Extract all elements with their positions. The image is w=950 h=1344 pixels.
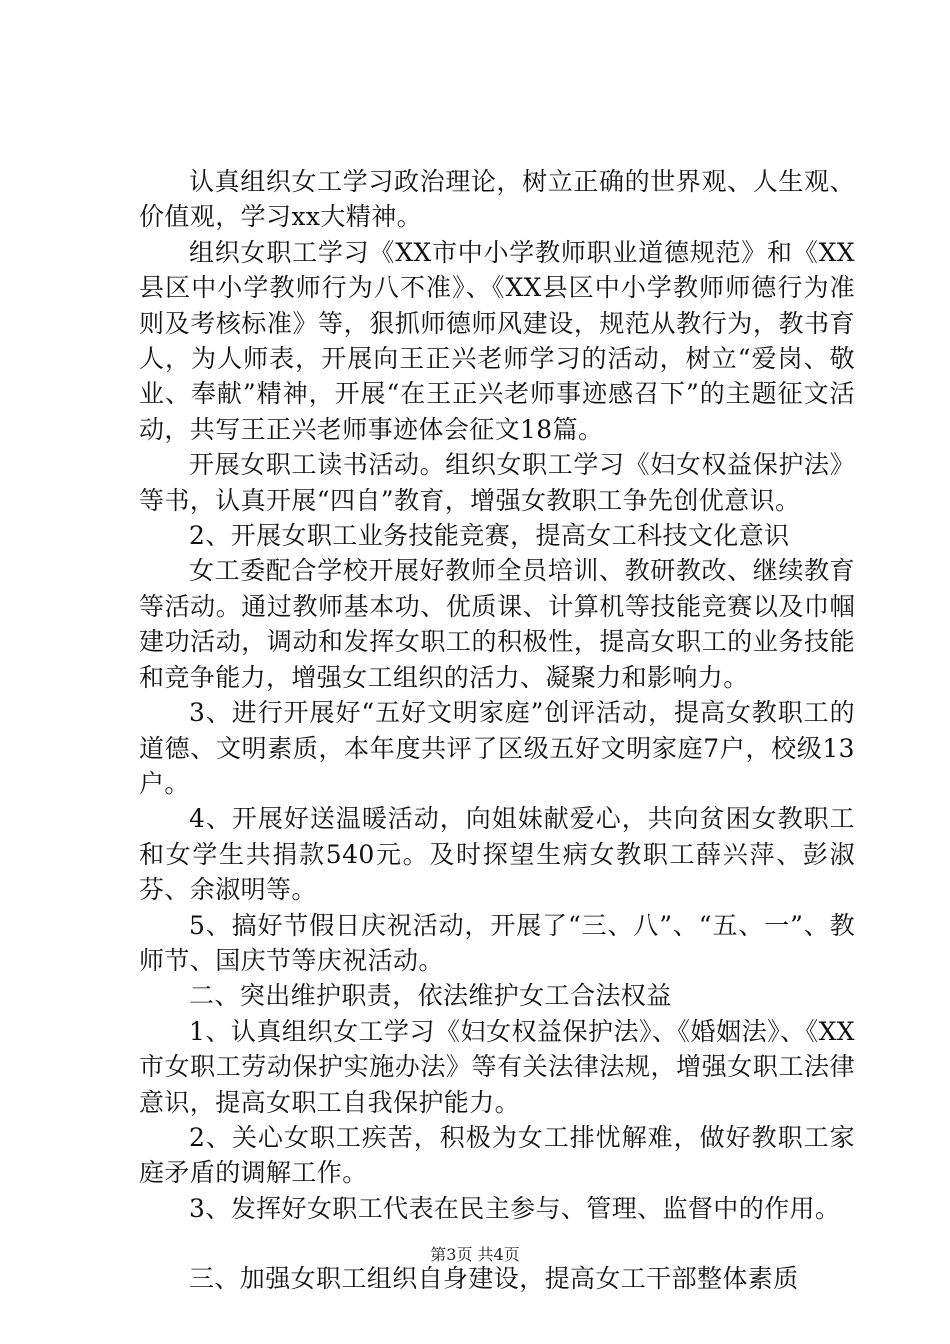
section-heading: 三、加强女职工组织自身建设，提高女工干部整体素质 (189, 1264, 799, 1294)
paragraph: 3、发挥好女职工代表在民主参与、管理、监督中的作用。 (189, 1193, 841, 1223)
paragraph: 3、进行开展好“五好文明家庭”创评活动，提高女教职工的道德、文明素质，本年度共评了区级五好文明家庭7户，校级13户。 (139, 698, 855, 798)
section-subheading: 2、开展女职工业务技能竞赛，提高女工科技文化意识 (189, 521, 790, 551)
paragraph: 4、开展好送温暖活动，向姐妹献爱心，共向贫困女教职工和女学生共捐款540元。及时探望生病女教职工薛兴萍、彭淑芬、余淑明等。 (139, 804, 855, 905)
paragraph: 5、搞好节假日庆祝活动，开展了“三、八”、“五、一”、教师节、国庆节等庆祝活动。 (139, 910, 855, 975)
paragraph: 组织女职工学习《XX市中小学教师职业道德规范》和《XX县区中小学教师行为八不准》、《XX县区中小学教师师德行为准则及考核标准》等，狠抓师德师风建设，规范从教行为，教书育人，为人师表，开展向王正兴老师学习的活动，树立“爱岗、敬业、奉献”精神，开展“在王正兴老师事迹感召下”的主题征文活动，共写王正兴老师事迹体会征文18篇。 (139, 237, 855, 444)
section-heading: 二、突出维护职责，依法维护女工合法权益 (189, 981, 672, 1011)
page-number-footer: 第3页 共4页 (430, 1245, 520, 1264)
paragraph: 女工委配合学校开展好教师全员培训、教研教改、继续教育等活动。通过教师基本功、优质课、计算机等技能竞赛以及巾帼建功活动，调动和发挥女职工的积极性，提高女职工的业务技能和竞争能力，增强女工组织的活力、凝聚力和影响力。 (139, 556, 855, 692)
paragraph: 认真组织女工学习政治理论，树立正确的世界观、人生观、价值观，学习xx大精神。 (139, 167, 855, 232)
paragraph: 2、关心女职工疾苦，积极为女工排忧解难，做好教职工家庭矛盾的调解工作。 (139, 1122, 855, 1188)
paragraph: 1、认真组织女工学习《妇女权益保护法》、《婚姻法》、《XX市女职工劳动保护实施办法》等有关法律法规，增强女职工法律意识，提高女职工自我保护能力。 (139, 1016, 855, 1117)
paragraph: 开展女职工读书活动。组织女职工学习《妇女权益保护法》等书，认真开展“四自”教育，增强女教职工争先创优意识。 (139, 450, 855, 515)
document-body (139, 164, 855, 1297)
